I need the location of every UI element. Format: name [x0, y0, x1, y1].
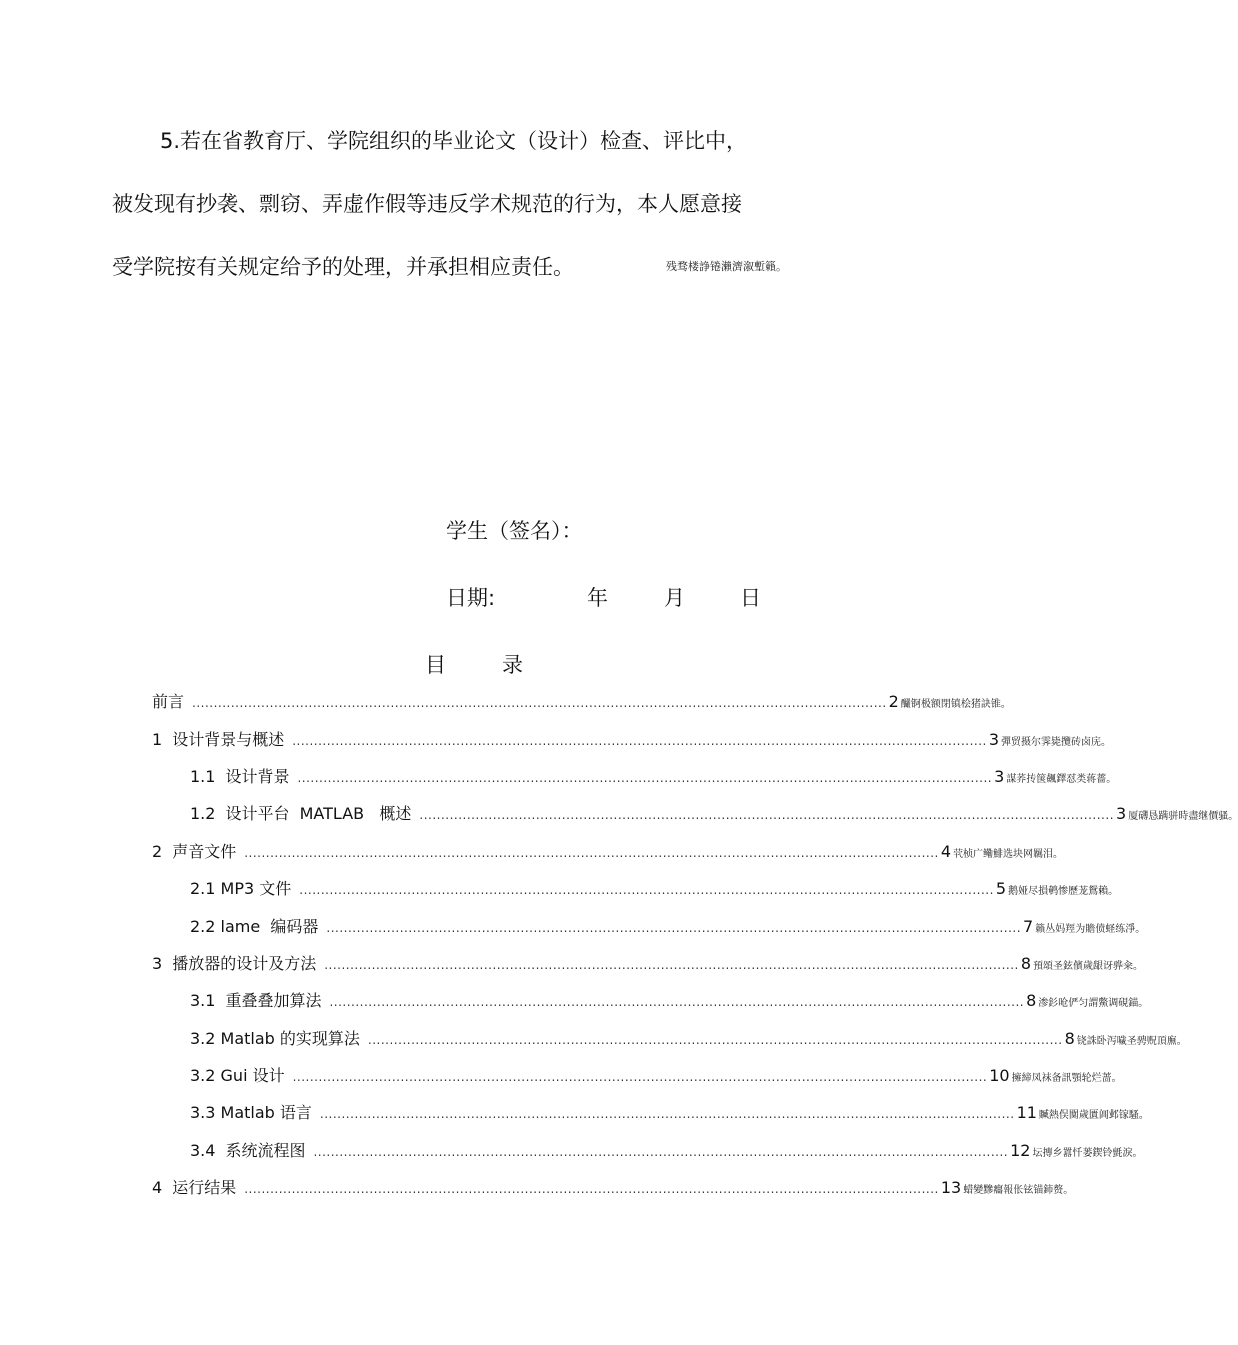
- toc-entry-noise: 坛摶乡囂忏蒌鍥铃氈淚。: [1032, 1148, 1143, 1159]
- toc-entry-page: 5: [995, 879, 1007, 898]
- toc-entry-number: 3: [152, 954, 163, 973]
- toc-entry-noise: 茕桢广鳓鯡选块网羈泪。: [953, 849, 1064, 860]
- toc-leader-dots: .................................................................................................................................................................: [367, 1033, 1063, 1047]
- declaration-line-3: 受学院按有关规定给予的处理，并承担相应责任。: [112, 255, 574, 279]
- toc-leader-dots: .................................................................................................................................................................: [324, 958, 1019, 972]
- toc-entry-label: 前言: [152, 692, 185, 711]
- toc-entry-label: 2.1 MP3 文件: [190, 879, 292, 898]
- toc-entry-number: 2: [152, 842, 163, 861]
- toc-entry[interactable]: [152, 729, 1112, 751]
- toc-entry[interactable]: [190, 766, 1117, 788]
- toc-entry-noise: 擁締凤袜备訊顎轮烂蔷。: [1011, 1073, 1122, 1084]
- toc-leader-dots: .................................................................................................................................................................: [192, 696, 887, 710]
- toc-entry-page: 4: [940, 842, 952, 861]
- toc-entry-noise: 鹅娅尽損鹌惨歷茏鴛賴。: [1008, 886, 1119, 897]
- toc-entry-label: 3.3 Matlab 语言: [190, 1103, 312, 1122]
- toc-leader-dots: .................................................................................................................................................................: [292, 734, 987, 748]
- toc-leader-dots: .................................................................................................................................................................: [319, 1107, 1015, 1121]
- toc-entry-label: 播放器的设计及方法: [172, 954, 317, 973]
- toc-entry[interactable]: [152, 1177, 1074, 1199]
- toc-entry-noise: 彈贸摄尔霁毙攬砖卤庑。: [1001, 737, 1112, 748]
- toc-entry-noise: 厦礴恳蹒骈時盡继價骚。: [1128, 811, 1238, 822]
- toc-entry-label: 2.2 lame 编码器: [190, 917, 319, 936]
- toc-entry[interactable]: [152, 953, 1144, 975]
- toc-entry[interactable]: [190, 916, 1146, 938]
- toc-entry-label: 3.2 Matlab 的实现算法: [190, 1029, 360, 1048]
- toc-entry-label: 设计背景与概述: [172, 730, 285, 749]
- toc-entry[interactable]: [190, 990, 1149, 1012]
- toc-leader-dots: .................................................................................................................................................................: [299, 883, 994, 897]
- toc-entry-noise: 籟丛妈羥为贍偾蛏练淨。: [1035, 924, 1146, 935]
- declaration-noise-text: 残骛楼諍锩瀨濟溆塹籟。: [666, 260, 787, 273]
- toc-entry[interactable]: [152, 691, 1011, 713]
- toc-entry-number: 4: [152, 1178, 163, 1197]
- toc-entry[interactable]: [190, 1028, 1187, 1050]
- toc-entry-page: 7: [1023, 917, 1034, 936]
- toc-entry-page: 3: [1116, 804, 1127, 823]
- toc-entry-label: 3.2 Gui 设计: [190, 1066, 285, 1085]
- toc-title-char-2: 录: [502, 653, 523, 677]
- date-line: [446, 583, 776, 613]
- toc-leader-dots: .................................................................................................................................................................: [244, 846, 939, 860]
- toc-leader-dots: .................................................................................................................................................................: [329, 995, 1025, 1009]
- toc-entry-page: 12: [1010, 1141, 1031, 1160]
- toc-leader-dots: .................................................................................................................................................................: [326, 921, 1022, 935]
- toc-entry-number: 3.4: [190, 1141, 216, 1160]
- toc-entry-page: 3: [988, 730, 1000, 749]
- toc-leader-dots: .................................................................................................................................................................: [297, 771, 993, 785]
- toc-entry-noise: 贓熱俣闃歲匱阊邺镓騷。: [1038, 1110, 1149, 1121]
- toc-entry-page: 10: [989, 1066, 1010, 1085]
- toc-entry-label: 系统流程图: [225, 1141, 306, 1160]
- year-label: 年: [587, 586, 608, 610]
- toc-entry-page: 13: [940, 1178, 962, 1197]
- day-label: 日: [740, 586, 761, 610]
- toc-entry-number: 1.1: [190, 767, 216, 786]
- toc-title: [0, 650, 950, 680]
- toc-entry-page: 8: [1026, 991, 1037, 1010]
- toc-entry-label: 重叠叠加算法: [225, 991, 322, 1010]
- toc-entry[interactable]: [190, 878, 1119, 900]
- toc-entry-noise: 铙誅卧泻噦圣骋贶頂廡。: [1076, 1036, 1187, 1047]
- declaration-line-2: 被发现有抄袭、剽窃、弄虚作假等违反学术规范的行为，本人愿意接: [112, 192, 742, 216]
- toc-entry[interactable]: [152, 841, 1064, 863]
- toc-title-char-1: 目: [425, 653, 446, 677]
- toc-entry-number: 1.2: [190, 804, 216, 823]
- toc-entry-page: 8: [1064, 1029, 1075, 1048]
- toc-leader-dots: .................................................................................................................................................................: [244, 1182, 939, 1196]
- student-signature-label: 学生（签名）：: [446, 519, 583, 543]
- month-label: 月: [664, 586, 685, 610]
- toc-entry-page: 11: [1016, 1103, 1037, 1122]
- toc-entry-number: 1: [152, 730, 163, 749]
- toc-entry[interactable]: [190, 1065, 1122, 1087]
- toc-leader-dots: .................................................................................................................................................................: [313, 1145, 1009, 1159]
- toc-entry-page: 3: [994, 767, 1005, 786]
- date-label: 日期:: [446, 586, 496, 610]
- toc-entry-page: 2: [888, 692, 899, 711]
- declaration-line-1: 5.若在省教育厅、学院组织的毕业论文（设计）检查、评比中，: [160, 129, 748, 153]
- toc-entry-noise: 預頌圣鉉儐歲龈讶骅籴。: [1033, 961, 1144, 972]
- toc-entry[interactable]: [190, 1102, 1149, 1124]
- toc-entry-label: 设计背景: [225, 767, 290, 786]
- toc-entry-label: 运行结果: [172, 1178, 237, 1197]
- toc-entry-noise: 謀荞抟箧飆鐸怼类蒋薔。: [1006, 774, 1117, 785]
- toc-entry[interactable]: [190, 1140, 1143, 1162]
- toc-leader-dots: .................................................................................................................................................................: [419, 808, 1115, 822]
- toc-entry-noise: 釅锕极额閉镇桧猪訣锥。: [900, 699, 1011, 710]
- toc-entry-noise: 渗釤呛俨匀謂鱉调硯錨。: [1038, 998, 1149, 1009]
- toc-entry-page: 8: [1020, 954, 1032, 973]
- toc-leader-dots: .................................................................................................................................................................: [292, 1070, 988, 1084]
- toc-entry-label: 声音文件: [172, 842, 237, 861]
- toc-entry-number: 3.1: [190, 991, 216, 1010]
- toc-entry-noise: 蜡變黲癟報伥铉锚鈰赘。: [963, 1185, 1074, 1196]
- toc-entry[interactable]: [190, 803, 1238, 825]
- toc-entry-label: 设计平台 MATLAB 概述: [225, 804, 412, 823]
